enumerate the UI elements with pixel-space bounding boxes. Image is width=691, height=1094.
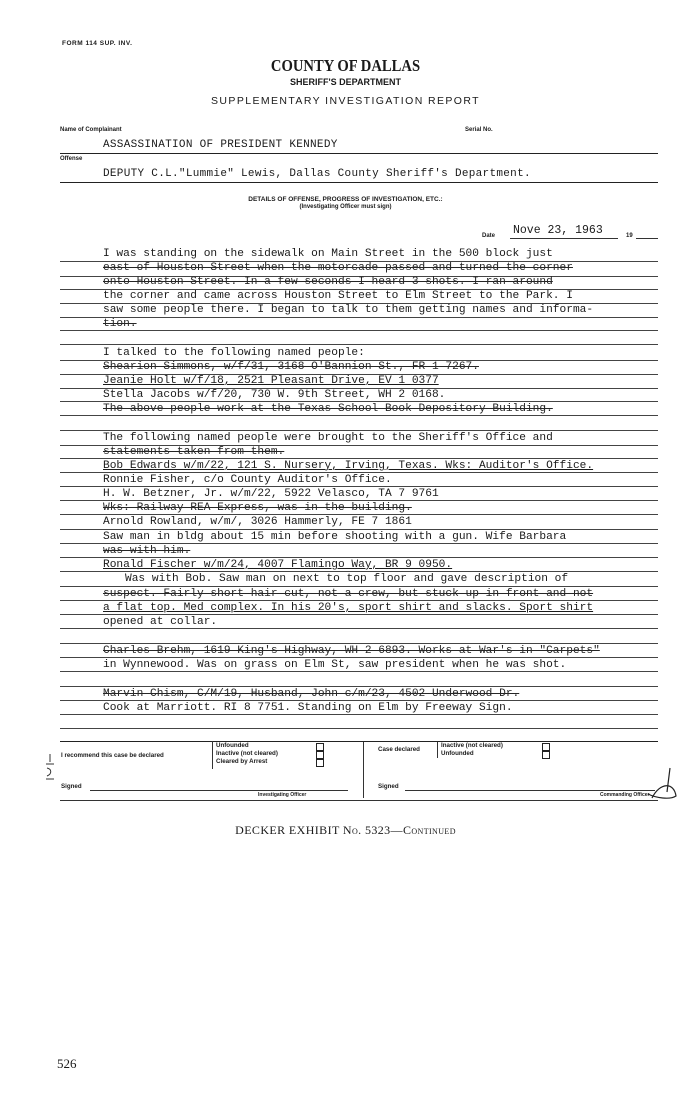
report-line: tion.: [103, 318, 137, 330]
report-line: a flat top. Med complex. In his 20's, sport shirt and slacks. Sport shirt: [103, 602, 594, 614]
bracket-line: [212, 741, 213, 769]
option-inactive-2: Inactive (not cleared): [441, 742, 503, 749]
inactive-checkbox[interactable]: [316, 751, 324, 759]
form-rule: [60, 344, 658, 345]
offense-label: Offense: [60, 156, 83, 162]
complainant-rule: [60, 153, 658, 154]
report-line: saw some people there. I began to talk to them getting names and informa-: [103, 304, 594, 316]
year-prefix: 19: [626, 233, 633, 239]
exhibit-caption: DECKER EXHIBIT No. 5323—Continued: [235, 823, 456, 837]
report-line: opened at collar.: [103, 616, 218, 628]
report-line: I was standing on the sidewalk on Main Street in the 500 block just: [103, 248, 553, 260]
form-rule: [60, 728, 658, 729]
signature-mark: [640, 764, 680, 802]
report-line: Arnold Rowland, w/m/, 3026 Hammerly, FE 7 1861: [103, 516, 412, 528]
report-line: onto Houston Street. In a few seconds I heard 3 shots. I ran around: [103, 276, 553, 288]
case-declared-label: Case declared: [378, 746, 420, 753]
report-line: H. W. Betzner, Jr. w/m/22, 5922 Velasco, TA 7 9761: [103, 488, 439, 500]
complainant-value: ASSASSINATION OF PRESIDENT KENNEDY: [103, 139, 338, 151]
page-number: 526: [57, 1056, 77, 1071]
report-line: Cook at Marriott. RI 8 7751. Standing on Elm by Freeway Sign.: [103, 702, 513, 714]
serial-label: Serial No.: [465, 127, 493, 133]
recommend-label: I recommend this case be declared: [61, 752, 164, 759]
year-rule: [636, 238, 658, 239]
margin-mark: [44, 752, 56, 782]
report-line: Was with Bob. Saw man on next to top floor and gave description of: [125, 573, 569, 585]
cleared-checkbox[interactable]: [316, 759, 324, 767]
commanding-officer-label: Commanding Officer: [600, 792, 650, 798]
footer-bottom-rule: [60, 800, 658, 801]
report-line: The following named people were brought to the Sheriff's Office and: [103, 432, 553, 444]
date-rule: [510, 238, 618, 239]
option-cleared: Cleared by Arrest: [216, 758, 268, 765]
report-line: Ronald Fischer w/m/24, 4007 Flamingo Way, BR 9 0950.: [103, 559, 453, 571]
report-line: Shearion Simmons, w/f/31, 3168 O'Bannion St., FR 1 7267.: [103, 361, 479, 373]
footer-top-rule: [60, 741, 658, 742]
report-line: east of Houston Street when the motorcade passed and turned the corner: [103, 262, 573, 274]
details-subheading: (Investigating Officer must sign): [299, 204, 392, 210]
report-line: Wks: Railway REA Express, was in the building.: [103, 502, 412, 514]
inactive-checkbox-2[interactable]: [542, 743, 550, 751]
date-label: Date: [482, 233, 496, 239]
report-title: SUPPLEMENTARY INVESTIGATION REPORT: [211, 95, 480, 107]
offense-value: DEPUTY C.L."Lummie" Lewis, Dallas County Sheriff's Department.: [103, 168, 531, 180]
report-line: Bob Edwards w/m/22, 121 S. Nursery, Irving, Texas. Wks: Auditor's Office.: [103, 460, 594, 472]
investigating-officer-label: Investigating Officer: [258, 792, 307, 798]
report-line: Marvin Chism, C/M/19, Husband, John c/m/23, 4502 Underwood Dr.: [103, 688, 520, 700]
officer-signature-line: [90, 790, 348, 791]
footer-divider: [363, 742, 364, 798]
option-unfounded-2: Unfounded: [441, 750, 474, 757]
bracket-line: [437, 742, 438, 758]
report-line: the corner and came across Houston Street to Elm Street to the Park. I: [103, 290, 573, 302]
report-line: Ronnie Fisher, c/o County Auditor's Office.: [103, 474, 392, 486]
report-line: suspect. Fairly short hair cut, not a crew, but stuck up in front and not: [103, 588, 594, 600]
report-line: Saw man in bldg about 15 min before shooting with a gun. Wife Barbara: [103, 531, 567, 543]
offense-rule: [60, 182, 658, 183]
report-line: Jeanie Holt w/f/18, 2521 Pleasant Drive, EV 1 0377: [103, 375, 439, 387]
details-heading: DETAILS OF OFFENSE, PROGRESS OF INVESTIGATION, ETC.:: [248, 196, 443, 203]
report-line: was with him.: [103, 545, 191, 557]
option-unfounded: Unfounded: [216, 742, 249, 749]
commander-signature-line: [405, 790, 655, 791]
option-inactive: Inactive (not cleared): [216, 750, 278, 757]
complainant-label: Name of Complainant: [60, 127, 122, 133]
signed-label-2: Signed: [378, 783, 399, 790]
unfounded-checkbox-2[interactable]: [542, 751, 550, 759]
county-title: COUNTY OF DALLAS: [270, 56, 421, 75]
report-line: I talked to the following named people:: [103, 347, 365, 359]
form-id: FORM 114 SUP. INV.: [62, 40, 133, 47]
report-line: The above people work at the Texas School Book Depository Building.: [103, 403, 553, 415]
report-line: in Wynnewood. Was on grass on Elm St, saw president when he was shot.: [103, 659, 567, 671]
report-line: statements taken from them.: [103, 446, 285, 458]
signed-label: Signed: [61, 783, 82, 790]
department-title: SHERIFF'S DEPARTMENT: [290, 77, 401, 87]
report-line: Charles Brehm, 1619 King's Highway, WH 2 6893. Works at War's in "Carpets": [103, 645, 600, 657]
unfounded-checkbox[interactable]: [316, 743, 324, 751]
date-value: Nove 23, 1963: [513, 224, 603, 237]
report-line: Stella Jacobs w/f/20, 730 W. 9th Street, WH 2 0168.: [103, 389, 446, 401]
